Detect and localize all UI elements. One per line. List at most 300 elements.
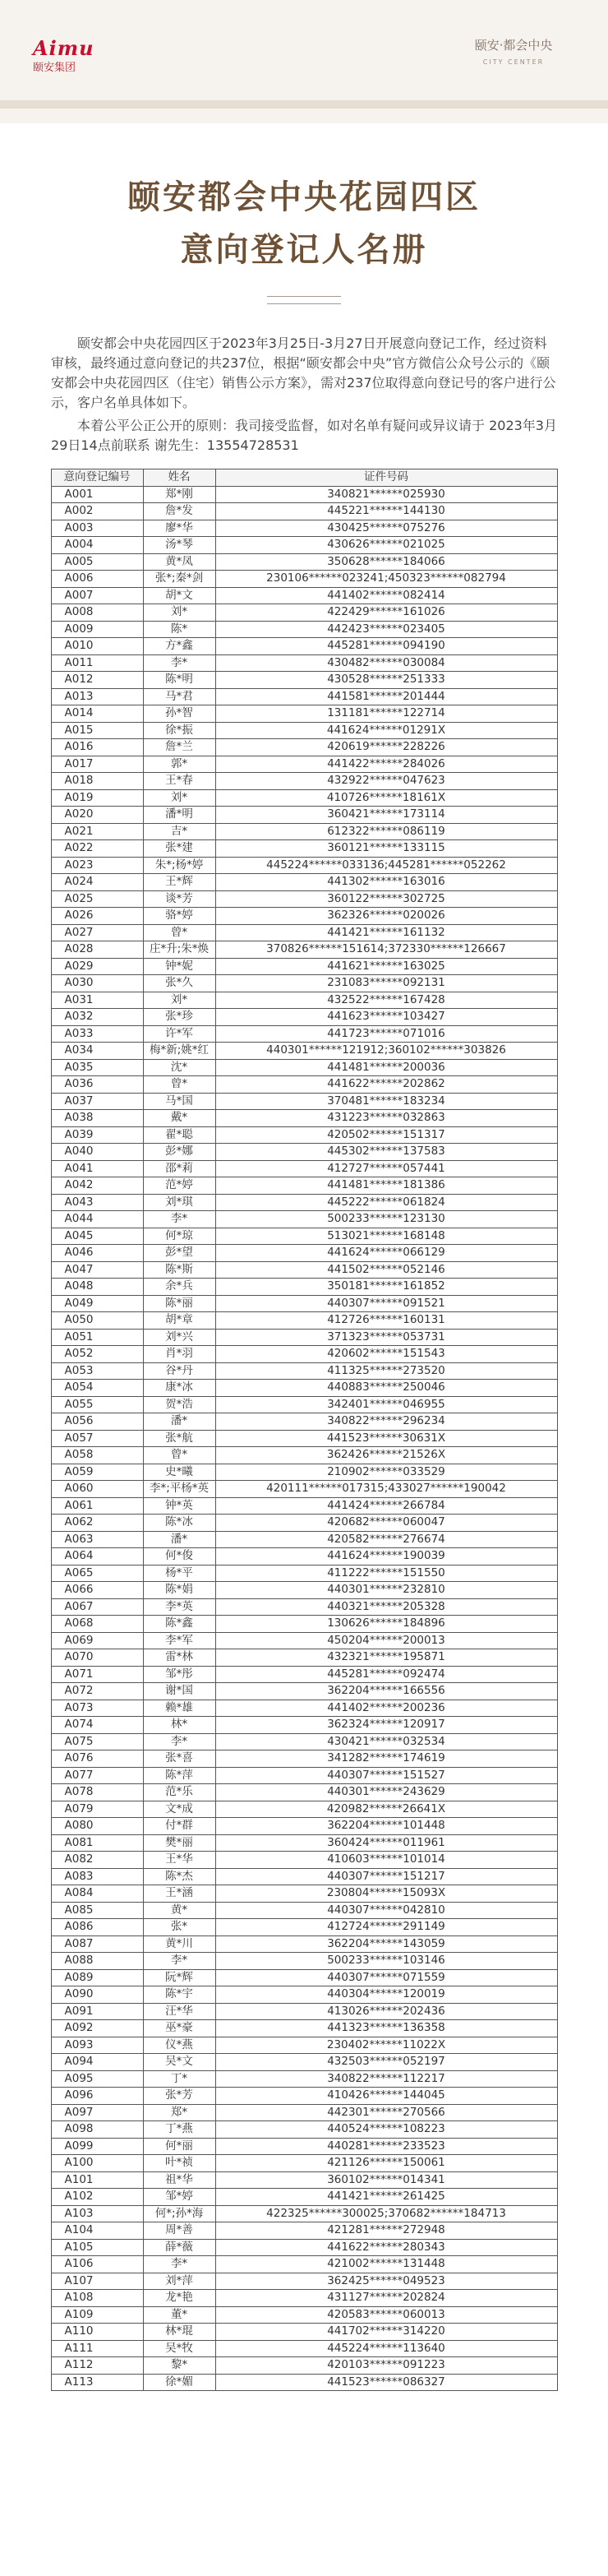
cell-name: 陈*冰 xyxy=(143,1515,215,1532)
table-row xyxy=(51,807,557,824)
cell-number: A027 xyxy=(51,924,143,941)
cell-name: 张*;秦*剑 xyxy=(143,571,215,588)
cell-number: A020 xyxy=(51,807,143,824)
table-row xyxy=(51,2256,557,2273)
cell-name: 何*琼 xyxy=(143,1228,215,1245)
table-row xyxy=(51,2037,557,2054)
cell-number: A106 xyxy=(51,2256,143,2273)
cell-id: 362326******020026 xyxy=(215,908,557,925)
cell-name: 廖*华 xyxy=(143,520,215,537)
cell-id: 441422******284026 xyxy=(215,756,557,773)
cell-number: A004 xyxy=(51,537,143,554)
table-row xyxy=(51,1261,557,1279)
cell-number: A040 xyxy=(51,1144,143,1161)
cell-name: 丁* xyxy=(143,2070,215,2088)
table-row xyxy=(51,486,557,503)
cell-id: 340822******296234 xyxy=(215,1413,557,1431)
table-row xyxy=(51,520,557,537)
cell-id: 362426******21526X xyxy=(215,1447,557,1464)
cell-id: 441581******201444 xyxy=(215,688,557,705)
cell-id: 442301******270566 xyxy=(215,2104,557,2121)
cell-name: 潘* xyxy=(143,1413,215,1431)
table-row xyxy=(51,1160,557,1177)
cell-number: A068 xyxy=(51,1616,143,1633)
table-row xyxy=(51,2239,557,2256)
cell-number: A094 xyxy=(51,2054,143,2071)
table-row xyxy=(51,722,557,739)
table-row xyxy=(51,1346,557,1363)
cell-number: A015 xyxy=(51,722,143,739)
cell-id: 440883******250046 xyxy=(215,1380,557,1397)
cell-number: A061 xyxy=(51,1497,143,1515)
cell-number: A001 xyxy=(51,486,143,503)
cell-name: 王*春 xyxy=(143,773,215,790)
cell-number: A055 xyxy=(51,1396,143,1413)
registrant-table xyxy=(51,469,558,2391)
cell-number: A089 xyxy=(51,1969,143,1986)
cell-name: 詹*发 xyxy=(143,503,215,520)
cell-number: A110 xyxy=(51,2324,143,2341)
cell-name: 樊*丽 xyxy=(143,1834,215,1852)
cell-number: A073 xyxy=(51,1700,143,1717)
cell-name: 陈*杰 xyxy=(143,1868,215,1885)
cell-id: 230804******15093X xyxy=(215,1885,557,1903)
cell-id: 430528******251333 xyxy=(215,672,557,689)
cell-id: 432922******047623 xyxy=(215,773,557,790)
cell-name: 范*婷 xyxy=(143,1177,215,1195)
table-row xyxy=(51,2205,557,2222)
cell-number: A101 xyxy=(51,2171,143,2189)
table-row xyxy=(51,1126,557,1144)
cell-id: 370481******183234 xyxy=(215,1093,557,1110)
col-header-id: 证件号码 xyxy=(215,469,557,487)
cell-number: A097 xyxy=(51,2104,143,2121)
cell-name: 黄*川 xyxy=(143,1935,215,1953)
cell-number: A069 xyxy=(51,1632,143,1649)
cell-name: 王*涵 xyxy=(143,1885,215,1903)
cell-name: 骆*婷 xyxy=(143,908,215,925)
cell-id: 421126******150061 xyxy=(215,2155,557,2172)
cell-id: 362204******166556 xyxy=(215,1683,557,1700)
cell-name: 潘* xyxy=(143,1531,215,1548)
cell-number: A091 xyxy=(51,2003,143,2020)
cell-number: A008 xyxy=(51,604,143,622)
cell-id: 441623******103427 xyxy=(215,1009,557,1026)
table-row xyxy=(51,1565,557,1582)
cell-number: A070 xyxy=(51,1649,143,1667)
table-row xyxy=(51,1885,557,1903)
cell-number: A031 xyxy=(51,992,143,1009)
cell-name: 黎* xyxy=(143,2357,215,2375)
cell-id: 500233******103146 xyxy=(215,1953,557,1970)
table-row xyxy=(51,1666,557,1683)
cell-id: 431127******202824 xyxy=(215,2290,557,2307)
cell-number: A036 xyxy=(51,1076,143,1094)
table-row xyxy=(51,2020,557,2037)
cell-number: A080 xyxy=(51,1818,143,1835)
table-row xyxy=(51,2138,557,2155)
cell-id: 430482******030084 xyxy=(215,654,557,672)
cell-id: 445224******113640 xyxy=(215,2340,557,2357)
cell-id: 441523******086327 xyxy=(215,2374,557,2391)
cell-number: A013 xyxy=(51,688,143,705)
cell-number: A017 xyxy=(51,756,143,773)
cell-name: 郭* xyxy=(143,756,215,773)
cell-number: A086 xyxy=(51,1919,143,1936)
cell-number: A109 xyxy=(51,2306,143,2324)
table-row xyxy=(51,1447,557,1464)
cell-name: 陈*萍 xyxy=(143,1767,215,1784)
cell-id: 420582******276674 xyxy=(215,1531,557,1548)
cell-id: 441624******01291X xyxy=(215,722,557,739)
cell-number: A098 xyxy=(51,2121,143,2139)
table-row xyxy=(51,1700,557,1717)
cell-name: 张* xyxy=(143,1919,215,1936)
cell-id: 362324******120917 xyxy=(215,1717,557,1734)
cell-id: 441302******163016 xyxy=(215,874,557,891)
cell-id: 442423******023405 xyxy=(215,621,557,638)
table-row xyxy=(51,1413,557,1431)
table-row xyxy=(51,958,557,975)
cell-name: 曾* xyxy=(143,1076,215,1094)
table-row xyxy=(51,874,557,891)
cell-number: A041 xyxy=(51,1160,143,1177)
aimu-logo xyxy=(33,36,148,86)
cell-name: 李* xyxy=(143,1733,215,1750)
cell-number: A039 xyxy=(51,1126,143,1144)
table-row xyxy=(51,756,557,773)
table-row xyxy=(51,705,557,723)
table-row xyxy=(51,2171,557,2189)
cell-number: A056 xyxy=(51,1413,143,1431)
cell-name: 钟*英 xyxy=(143,1497,215,1515)
table-row xyxy=(51,1009,557,1026)
cell-id: 440321******205328 xyxy=(215,1598,557,1616)
table-row xyxy=(51,857,557,874)
table-row xyxy=(51,2374,557,2391)
table-row xyxy=(51,638,557,655)
cell-name: 何*丽 xyxy=(143,2138,215,2155)
table-row xyxy=(51,1464,557,1481)
table-row xyxy=(51,604,557,622)
table-row xyxy=(51,1801,557,1818)
cell-number: A043 xyxy=(51,1194,143,1211)
cell-id: 420982******26641X xyxy=(215,1801,557,1818)
cell-number: A002 xyxy=(51,503,143,520)
cell-number: A083 xyxy=(51,1868,143,1885)
cell-number: A103 xyxy=(51,2205,143,2222)
cell-id: 432522******167428 xyxy=(215,992,557,1009)
table-row xyxy=(51,1177,557,1195)
city-center-logo xyxy=(452,36,575,66)
cell-id: 445222******061824 xyxy=(215,1194,557,1211)
cell-id: 441723******071016 xyxy=(215,1025,557,1043)
cell-id: 441421******261425 xyxy=(215,2189,557,2206)
cell-id: 420103******091223 xyxy=(215,2357,557,2375)
table-row xyxy=(51,1380,557,1397)
cell-id: 441424******266784 xyxy=(215,1497,557,1515)
cell-name: 陈*明 xyxy=(143,672,215,689)
table-row xyxy=(51,2121,557,2139)
cell-name: 谈*芳 xyxy=(143,890,215,908)
cell-number: A016 xyxy=(51,739,143,756)
table-row xyxy=(51,1430,557,1447)
cell-id: 350628******184066 xyxy=(215,553,557,571)
table-row xyxy=(51,840,557,858)
cell-number: A012 xyxy=(51,672,143,689)
cell-id: 440301******232810 xyxy=(215,1582,557,1599)
cell-id: 362425******049523 xyxy=(215,2273,557,2290)
cell-number: A045 xyxy=(51,1228,143,1245)
table-row xyxy=(51,1245,557,1262)
cell-number: A064 xyxy=(51,1548,143,1565)
cell-name: 黄* xyxy=(143,1902,215,1919)
table-row xyxy=(51,1733,557,1750)
cell-number: A021 xyxy=(51,823,143,840)
col-header-number: 意向登记编号 xyxy=(51,469,143,487)
cell-id: 440307******042810 xyxy=(215,1902,557,1919)
cell-number: A096 xyxy=(51,2088,143,2105)
cell-number: A066 xyxy=(51,1582,143,1599)
table-row xyxy=(51,975,557,992)
cell-number: A028 xyxy=(51,941,143,959)
cell-id: 432321******195871 xyxy=(215,1649,557,1667)
cell-name: 胡*章 xyxy=(143,1312,215,1330)
cell-number: A054 xyxy=(51,1380,143,1397)
title-line-2: 意向登记人名册 xyxy=(180,230,428,269)
table-row xyxy=(51,890,557,908)
cell-name: 李*军 xyxy=(143,1632,215,1649)
cell-id: 360421******173114 xyxy=(215,807,557,824)
cell-id: 231083******092131 xyxy=(215,975,557,992)
table-row xyxy=(51,1750,557,1768)
cell-number: A019 xyxy=(51,789,143,807)
cell-number: A053 xyxy=(51,1362,143,1380)
table-row xyxy=(51,1362,557,1380)
cell-name: 戴* xyxy=(143,1110,215,1127)
cell-name: 郑* xyxy=(143,2104,215,2121)
table-row xyxy=(51,2273,557,2290)
cell-number: A009 xyxy=(51,621,143,638)
cell-name: 汪*华 xyxy=(143,2003,215,2020)
cell-name: 刘*琪 xyxy=(143,1194,215,1211)
intro-paragraph-1: 颐安都会中央花园四区于2023年3月25日-3月27日开展意向登记工作，经过资料审核，最终通过意向登记的共237位，根据“颐安都会中央”官方微信公众号公示的《颐安都会中央花园四区（住宅）销售公示方案》，需对237位取得意向登记号的客户进行公示，客户名单具体如下。 xyxy=(51,335,556,410)
cell-number: A072 xyxy=(51,1683,143,1700)
cell-id: 410726******18161X xyxy=(215,789,557,807)
table-row xyxy=(51,2155,557,2172)
table-row xyxy=(51,789,557,807)
cell-name: 刘* xyxy=(143,604,215,622)
cell-number: A035 xyxy=(51,1059,143,1076)
cell-number: A024 xyxy=(51,874,143,891)
cell-name: 李* xyxy=(143,654,215,672)
cell-number: A088 xyxy=(51,1953,143,1970)
cell-id: 342401******046955 xyxy=(215,1396,557,1413)
cell-id: 130626******184896 xyxy=(215,1616,557,1633)
cell-number: A026 xyxy=(51,908,143,925)
cell-number: A105 xyxy=(51,2239,143,2256)
cell-id: 440304******120019 xyxy=(215,1986,557,2004)
cell-name: 陈*鑫 xyxy=(143,1616,215,1633)
table-row xyxy=(51,503,557,520)
cell-id: 420583******060013 xyxy=(215,2306,557,2324)
table-row xyxy=(51,1902,557,1919)
table-row xyxy=(51,1279,557,1296)
cell-id: 431223******032863 xyxy=(215,1110,557,1127)
cell-name: 陈*宇 xyxy=(143,1986,215,2004)
cell-number: A079 xyxy=(51,1801,143,1818)
cell-number: A042 xyxy=(51,1177,143,1195)
cell-name: 雷*林 xyxy=(143,1649,215,1667)
cell-number: A108 xyxy=(51,2290,143,2307)
table-row xyxy=(51,2324,557,2341)
table-row xyxy=(51,1818,557,1835)
table-row xyxy=(51,1211,557,1228)
cell-name: 曾* xyxy=(143,924,215,941)
cell-number: A107 xyxy=(51,2273,143,2290)
cell-id: 371323******053731 xyxy=(215,1329,557,1346)
cell-id: 340821******025930 xyxy=(215,486,557,503)
cell-name: 周*善 xyxy=(143,2222,215,2240)
cell-id: 420619******228226 xyxy=(215,739,557,756)
cell-name: 康*冰 xyxy=(143,1380,215,1397)
cell-name: 吴*牧 xyxy=(143,2340,215,2357)
cell-id: 410426******144045 xyxy=(215,2088,557,2105)
table-row xyxy=(51,1295,557,1312)
table-row xyxy=(51,553,557,571)
cell-name: 龙*艳 xyxy=(143,2290,215,2307)
cell-id: 430425******075276 xyxy=(215,520,557,537)
cell-id: 445281******094190 xyxy=(215,638,557,655)
cell-number: A060 xyxy=(51,1481,143,1498)
cell-name: 丁*燕 xyxy=(143,2121,215,2139)
cell-number: A023 xyxy=(51,857,143,874)
cell-id: 410603******101014 xyxy=(215,1852,557,1869)
cell-name: 刘* xyxy=(143,789,215,807)
cell-number: A044 xyxy=(51,1211,143,1228)
cell-id: 360121******133115 xyxy=(215,840,557,858)
cell-id: 412727******057441 xyxy=(215,1160,557,1177)
table-row xyxy=(51,2189,557,2206)
cell-name: 邹*婷 xyxy=(143,2189,215,2206)
cell-id: 340822******112217 xyxy=(215,2070,557,2088)
cell-name: 吴*文 xyxy=(143,2054,215,2071)
table-row xyxy=(51,2054,557,2071)
cell-name: 谷*丹 xyxy=(143,1362,215,1380)
cell-number: A075 xyxy=(51,1733,143,1750)
table-row xyxy=(51,587,557,604)
cell-number: A029 xyxy=(51,958,143,975)
intro-text xyxy=(51,334,557,456)
cell-number: A052 xyxy=(51,1346,143,1363)
cell-id: 230402******11022X xyxy=(215,2037,557,2054)
cell-id: 612322******086119 xyxy=(215,823,557,840)
cell-name: 林* xyxy=(143,1717,215,1734)
table-row xyxy=(51,1312,557,1330)
cell-number: A102 xyxy=(51,2189,143,2206)
cell-id: 441621******163025 xyxy=(215,958,557,975)
cell-name: 梅*新;姚*红 xyxy=(143,1043,215,1060)
cell-number: A113 xyxy=(51,2374,143,2391)
cell-id: 350181******161852 xyxy=(215,1279,557,1296)
cell-number: A092 xyxy=(51,2020,143,2037)
cell-name: 刘* xyxy=(143,992,215,1009)
cell-id: 421281******272948 xyxy=(215,2222,557,2240)
table-row xyxy=(51,1969,557,1986)
table-row xyxy=(51,1683,557,1700)
cell-name: 邵*莉 xyxy=(143,1160,215,1177)
cell-number: A077 xyxy=(51,1767,143,1784)
cell-number: A087 xyxy=(51,1935,143,1953)
table-row xyxy=(51,1935,557,1953)
table-row xyxy=(51,1110,557,1127)
title-line-1: 颐安都会中央花园四区 xyxy=(127,178,481,216)
cell-name: 祖*华 xyxy=(143,2171,215,2189)
cell-id: 370826******151614;372330******126667 xyxy=(215,941,557,959)
cell-name: 吉* xyxy=(143,823,215,840)
table-row xyxy=(51,2306,557,2324)
cell-number: A050 xyxy=(51,1312,143,1330)
cell-number: A003 xyxy=(51,520,143,537)
cell-id: 441523******30631X xyxy=(215,1430,557,1447)
cell-number: A022 xyxy=(51,840,143,858)
cell-number: A010 xyxy=(51,638,143,655)
table-row xyxy=(51,1396,557,1413)
cell-name: 付*群 xyxy=(143,1818,215,1835)
cell-name: 许*军 xyxy=(143,1025,215,1043)
cell-name: 曾* xyxy=(143,1447,215,1464)
cell-number: A058 xyxy=(51,1447,143,1464)
cell-name: 黄*凤 xyxy=(143,553,215,571)
cell-name: 郑*刚 xyxy=(143,486,215,503)
cell-number: A030 xyxy=(51,975,143,992)
cell-name: 李*;平杨*英 xyxy=(143,1481,215,1498)
cell-number: A090 xyxy=(51,1986,143,2004)
cell-number: A111 xyxy=(51,2340,143,2357)
cell-id: 445302******137583 xyxy=(215,1144,557,1161)
cell-id: 360122******302725 xyxy=(215,890,557,908)
cell-id: 440524******108223 xyxy=(215,2121,557,2139)
cell-name: 王*辉 xyxy=(143,874,215,891)
table-row xyxy=(51,908,557,925)
cell-name: 董* xyxy=(143,2306,215,2324)
cell-id: 362204******143059 xyxy=(215,1935,557,1953)
cell-id: 422429******161026 xyxy=(215,604,557,622)
table-row xyxy=(51,1228,557,1245)
cell-id: 441622******280343 xyxy=(215,2239,557,2256)
cell-id: 440307******071559 xyxy=(215,1969,557,1986)
cell-id: 412724******291149 xyxy=(215,1919,557,1936)
cell-id: 440307******091521 xyxy=(215,1295,557,1312)
table-row xyxy=(51,1919,557,1936)
table-row xyxy=(51,1767,557,1784)
col-header-name: 姓名 xyxy=(143,469,215,487)
table-row xyxy=(51,2357,557,2375)
cell-number: A074 xyxy=(51,1717,143,1734)
cell-id: 411222******151550 xyxy=(215,1565,557,1582)
table-row xyxy=(51,1515,557,1532)
table-row xyxy=(51,2003,557,2020)
page-header xyxy=(0,0,608,123)
table-row xyxy=(51,1497,557,1515)
cell-number: A093 xyxy=(51,2037,143,2054)
cell-number: A048 xyxy=(51,1279,143,1296)
cell-name: 方*鑫 xyxy=(143,638,215,655)
cell-id: 500233******123130 xyxy=(215,1211,557,1228)
cell-name: 徐*媚 xyxy=(143,2374,215,2391)
aimu-logo-text: Aimu xyxy=(33,36,94,60)
cell-name: 潘*明 xyxy=(143,807,215,824)
